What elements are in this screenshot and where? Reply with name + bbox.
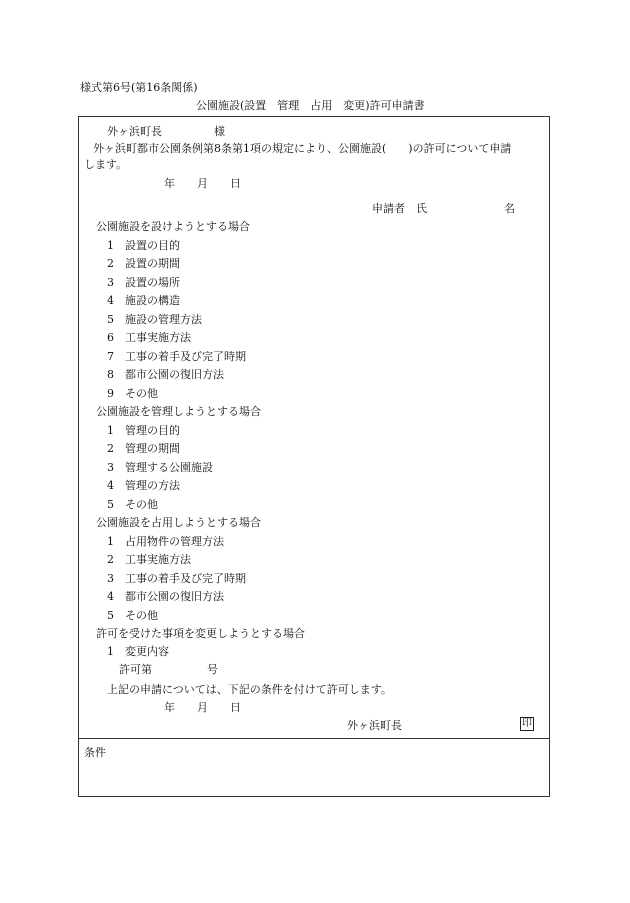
list-item: 1 管理の目的 <box>107 424 180 437</box>
addressee-honorific: 様 <box>214 125 225 138</box>
section-heading-manage: 公園施設を管理しようとする場合 <box>96 405 261 418</box>
applicant-name: 申請者 氏 名 <box>372 202 515 215</box>
list-item: 4 管理の方法 <box>107 479 180 492</box>
approval-date: 年 月 日 <box>164 701 241 714</box>
permit-number: 許可第 号 <box>119 663 218 676</box>
form-number-label: 様式第6号(第16条関係) <box>80 81 198 94</box>
list-item: 5 その他 <box>107 498 158 511</box>
form-title: 公園施設(設置 管理 占用 変更)許可申請書 <box>196 99 425 112</box>
section-heading-install: 公園施設を設けようとする場合 <box>96 220 250 233</box>
list-item: 4 都市公園の復旧方法 <box>107 590 224 603</box>
list-item: 3 工事の着手及び完了時期 <box>107 572 246 585</box>
conditions-label: 条件 <box>84 746 106 759</box>
list-item: 1 設置の目的 <box>107 239 180 252</box>
list-item: 2 設置の期間 <box>107 257 180 270</box>
list-item: 2 工事実施方法 <box>107 553 191 566</box>
list-item: 2 管理の期間 <box>107 442 180 455</box>
addressee: 外ヶ浜町長 <box>107 125 162 138</box>
list-item: 1 変更内容 <box>107 645 169 658</box>
application-date: 年 月 日 <box>164 177 241 190</box>
list-item: 1 占用物件の管理方法 <box>107 535 224 548</box>
list-item: 4 施設の構造 <box>107 294 180 307</box>
list-item: 7 工事の着手及び完了時期 <box>107 350 246 363</box>
list-item: 5 施設の管理方法 <box>107 313 202 326</box>
issuer-mayor: 外ヶ浜町長 <box>347 719 402 732</box>
list-item: 9 その他 <box>107 387 158 400</box>
request-text-line-2: します。 <box>84 158 128 171</box>
request-text-line-1: 外ヶ浜町都市公園条例第8条第1項の規定により、公園施設( )の許可について申請 <box>93 142 512 155</box>
list-item: 6 工事実施方法 <box>107 331 191 344</box>
conditions-divider <box>78 738 550 739</box>
list-item: 3 管理する公園施設 <box>107 461 213 474</box>
list-item: 5 その他 <box>107 609 158 622</box>
list-item: 8 都市公園の復旧方法 <box>107 368 224 381</box>
section-heading-change: 許可を受けた事項を変更しようとする場合 <box>96 627 305 640</box>
list-item: 3 設置の場所 <box>107 276 180 289</box>
section-heading-occupy: 公園施設を占用しようとする場合 <box>96 516 261 529</box>
approval-statement: 上記の申請については、下記の条件を付けて許可します。 <box>107 683 392 696</box>
seal-mark: 印 <box>522 718 532 729</box>
